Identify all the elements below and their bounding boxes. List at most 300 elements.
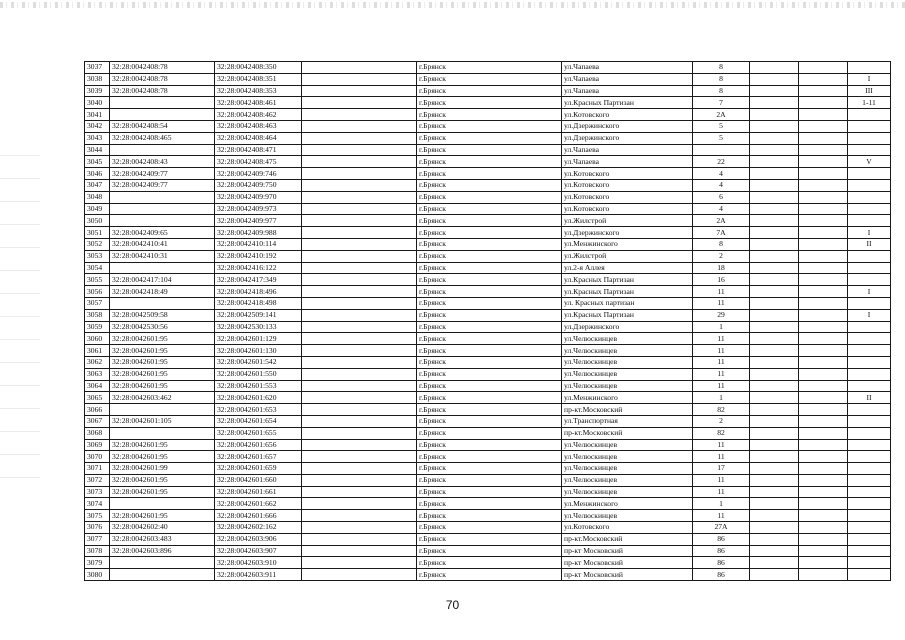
table-row [85,333,891,345]
city-cell: г.Брянск [417,286,562,298]
row-number-cell: 3066 [85,404,110,416]
empty-cell [750,368,799,380]
row-number-cell: 3045 [85,156,110,168]
street-cell: ул. Красных партизан [562,297,693,309]
house-number-cell: 1 [693,321,750,333]
register-body [85,62,891,581]
cadastral-number-cell: 32:28:0042408:350 [215,62,302,74]
city-cell: г.Брянск [417,415,562,427]
parent-cadastral-number-cell: 32:28:0042603:462 [110,392,215,404]
parent-cadastral-number-cell: 32:28:0042601:95 [110,333,215,345]
cadastral-number-cell: 32:28:0042408:463 [215,120,302,132]
city-cell: г.Брянск [417,168,562,180]
empty-cell [302,309,417,321]
street-cell: ул.Дзержинского [562,227,693,239]
premises-number-cell [848,380,891,392]
house-number-cell: 11 [693,368,750,380]
empty-cell [750,510,799,522]
city-cell: г.Брянск [417,333,562,345]
city-cell: г.Брянск [417,191,562,203]
empty-cell [750,404,799,416]
city-cell: г.Брянск [417,120,562,132]
cadastral-number-cell: 32:28:0042601:542 [215,356,302,368]
premises-number-cell: I [848,227,891,239]
empty-cell [750,321,799,333]
empty-cell [750,380,799,392]
table-row [85,569,891,581]
empty-cell [799,227,848,239]
table-row [85,250,891,262]
row-number-cell: 3069 [85,439,110,451]
cadastral-number-cell: 32:28:0042409:750 [215,179,302,191]
row-number-cell: 3061 [85,345,110,357]
city-cell: г.Брянск [417,179,562,191]
cadastral-number-cell: 32:28:0042601:659 [215,463,302,475]
street-cell: ул.Чапаева [562,144,693,156]
house-number-cell: 82 [693,427,750,439]
parent-cadastral-number-cell [110,191,215,203]
premises-number-cell [848,415,891,427]
empty-cell [799,191,848,203]
empty-cell [750,250,799,262]
empty-cell [799,120,848,132]
parent-cadastral-number-cell [110,557,215,569]
house-number-cell: 1 [693,498,750,510]
house-number-cell: 11 [693,486,750,498]
empty-cell [750,297,799,309]
street-cell: ул.Красных Партизан [562,286,693,298]
table-row [85,439,891,451]
city-cell: г.Брянск [417,404,562,416]
cadastral-number-cell: 32:28:0042602:162 [215,522,302,534]
premises-number-cell [848,250,891,262]
cadastral-number-cell: 32:28:0042418:496 [215,286,302,298]
row-number-cell: 3072 [85,474,110,486]
cadastral-number-cell: 32:28:0042601:656 [215,439,302,451]
table-row [85,463,891,475]
empty-cell [799,309,848,321]
empty-cell [799,510,848,522]
city-cell: г.Брянск [417,203,562,215]
house-number-cell: 16 [693,274,750,286]
parent-cadastral-number-cell: 32:28:0042409:77 [110,179,215,191]
empty-cell [750,557,799,569]
table-row [85,286,891,298]
empty-cell [750,203,799,215]
premises-number-cell [848,533,891,545]
parent-cadastral-number-cell [110,97,215,109]
empty-cell [302,569,417,581]
empty-cell [750,238,799,250]
empty-cell [750,73,799,85]
house-number-cell: 7А [693,227,750,239]
empty-cell [750,569,799,581]
row-number-cell: 3077 [85,533,110,545]
empty-cell [302,356,417,368]
table-row [85,451,891,463]
empty-cell [799,215,848,227]
street-cell: ул.Челюскинцев [562,451,693,463]
empty-cell [302,203,417,215]
cadastral-number-cell: 32:28:0042410:192 [215,250,302,262]
street-cell: ул.Челюскинцев [562,356,693,368]
empty-cell [799,333,848,345]
city-cell: г.Брянск [417,297,562,309]
city-cell: г.Брянск [417,262,562,274]
city-cell: г.Брянск [417,321,562,333]
cadastral-number-cell: 32:28:0042601:129 [215,333,302,345]
premises-number-cell: I [848,73,891,85]
premises-number-cell [848,557,891,569]
parent-cadastral-number-cell [110,144,215,156]
table-row [85,156,891,168]
street-cell: ул.Котовского [562,179,693,191]
house-number-cell: 29 [693,309,750,321]
empty-cell [799,179,848,191]
parent-cadastral-number-cell: 32:28:0042408:54 [110,120,215,132]
empty-cell [302,439,417,451]
cadastral-number-cell: 32:28:0042409:970 [215,191,302,203]
premises-number-cell [848,522,891,534]
empty-cell [750,427,799,439]
parent-cadastral-number-cell: 32:28:0042408:43 [110,156,215,168]
empty-cell [302,380,417,392]
city-cell: г.Брянск [417,215,562,227]
street-cell: ул.Челюскинцев [562,380,693,392]
empty-cell [302,451,417,463]
empty-cell [799,97,848,109]
premises-number-cell: I [848,309,891,321]
table-row [85,274,891,286]
row-number-cell: 3042 [85,120,110,132]
table-row [85,522,891,534]
street-cell: ул.Котовского [562,168,693,180]
table-row [85,227,891,239]
empty-cell [302,510,417,522]
premises-number-cell [848,274,891,286]
table-row [85,380,891,392]
empty-cell [799,356,848,368]
house-number-cell: 27А [693,522,750,534]
row-number-cell: 3043 [85,132,110,144]
row-number-cell: 3039 [85,85,110,97]
cadastral-number-cell: 32:28:0042601:130 [215,345,302,357]
premises-number-cell [848,321,891,333]
city-cell: г.Брянск [417,345,562,357]
house-number-cell: 6 [693,191,750,203]
cadastral-number-cell: 32:28:0042601:666 [215,510,302,522]
city-cell: г.Брянск [417,132,562,144]
city-cell: г.Брянск [417,156,562,168]
empty-cell [799,85,848,97]
table-row [85,297,891,309]
row-number-cell: 3057 [85,297,110,309]
empty-cell [750,120,799,132]
row-number-cell: 3060 [85,333,110,345]
parent-cadastral-number-cell [110,262,215,274]
city-cell: г.Брянск [417,533,562,545]
premises-number-cell: 1-11 [848,97,891,109]
street-cell: ул.Челюскинцев [562,474,693,486]
house-number-cell: 5 [693,120,750,132]
empty-cell [302,144,417,156]
house-number-cell: 2 [693,250,750,262]
street-cell: ул.Котовского [562,522,693,534]
cadastral-number-cell: 32:28:0042408:475 [215,156,302,168]
empty-cell [799,474,848,486]
property-register-table [84,61,891,581]
table-row [85,404,891,416]
empty-cell [302,286,417,298]
table-row [85,215,891,227]
house-number-cell: 86 [693,557,750,569]
cadastral-number-cell: 32:28:0042408:353 [215,85,302,97]
empty-cell [799,427,848,439]
table-row [85,179,891,191]
premises-number-cell: II [848,238,891,250]
empty-cell [302,132,417,144]
house-number-cell: 8 [693,238,750,250]
parent-cadastral-number-cell: 32:28:0042601:95 [110,345,215,357]
empty-cell [302,345,417,357]
cadastral-number-cell: 32:28:0042408:351 [215,73,302,85]
cadastral-number-cell: 32:28:0042601:655 [215,427,302,439]
empty-cell [302,62,417,74]
house-number-cell [693,144,750,156]
premises-number-cell [848,404,891,416]
cadastral-number-cell: 32:28:0042408:471 [215,144,302,156]
house-number-cell: 1 [693,392,750,404]
empty-cell [750,179,799,191]
table-row [85,238,891,250]
street-cell: ул.Красных Партизан [562,97,693,109]
row-number-cell: 3044 [85,144,110,156]
empty-cell [302,557,417,569]
empty-cell [799,156,848,168]
empty-cell [750,486,799,498]
empty-cell [302,250,417,262]
cadastral-number-cell: 32:28:0042603:911 [215,569,302,581]
premises-number-cell [848,144,891,156]
empty-cell [750,109,799,121]
street-cell: ул.Жилстрой [562,250,693,262]
table-row [85,85,891,97]
street-cell: ул.Транспортная [562,415,693,427]
street-cell: ул.Менжинского [562,392,693,404]
empty-cell [302,486,417,498]
street-cell: пр-кт.Московский [562,533,693,545]
table-row [85,545,891,557]
premises-number-cell [848,439,891,451]
cadastral-number-cell: 32:28:0042601:662 [215,498,302,510]
empty-cell [799,144,848,156]
street-cell: ул.Челюскинцев [562,345,693,357]
table-row [85,321,891,333]
empty-cell [750,474,799,486]
premises-number-cell [848,109,891,121]
empty-cell [302,109,417,121]
street-cell: ул.Чапаева [562,85,693,97]
cadastral-number-cell: 32:28:0042601:620 [215,392,302,404]
parent-cadastral-number-cell: 32:28:0042408:78 [110,85,215,97]
house-number-cell: 5 [693,132,750,144]
row-number-cell: 3078 [85,545,110,557]
house-number-cell: 86 [693,569,750,581]
parent-cadastral-number-cell: 32:28:0042603:896 [110,545,215,557]
city-cell: г.Брянск [417,474,562,486]
city-cell: г.Брянск [417,427,562,439]
empty-cell [750,533,799,545]
house-number-cell: 11 [693,297,750,309]
house-number-cell: 2 [693,415,750,427]
empty-cell [799,262,848,274]
premises-number-cell [848,62,891,74]
premises-number-cell: I [848,286,891,298]
table-row [85,368,891,380]
empty-cell [750,333,799,345]
empty-cell [302,274,417,286]
row-number-cell: 3059 [85,321,110,333]
row-number-cell: 3076 [85,522,110,534]
table-row [85,144,891,156]
row-number-cell: 3037 [85,62,110,74]
cadastral-number-cell: 32:28:0042409:988 [215,227,302,239]
cadastral-number-cell: 32:28:0042603:910 [215,557,302,569]
house-number-cell: 4 [693,168,750,180]
empty-cell [302,73,417,85]
empty-cell [750,215,799,227]
premises-number-cell: V [848,156,891,168]
parent-cadastral-number-cell: 32:28:0042408:78 [110,62,215,74]
empty-cell [302,545,417,557]
premises-number-cell [848,569,891,581]
street-cell: ул.Чапаева [562,73,693,85]
empty-cell [302,474,417,486]
empty-cell [302,427,417,439]
house-number-cell: 11 [693,286,750,298]
premises-number-cell [848,132,891,144]
empty-cell [302,238,417,250]
empty-cell [750,463,799,475]
empty-cell [750,97,799,109]
table-row [85,262,891,274]
empty-cell [799,533,848,545]
parent-cadastral-number-cell [110,569,215,581]
empty-cell [750,392,799,404]
city-cell: г.Брянск [417,522,562,534]
row-number-cell: 3065 [85,392,110,404]
cadastral-number-cell: 32:28:0042601:550 [215,368,302,380]
cadastral-number-cell: 32:28:0042530:133 [215,321,302,333]
cadastral-number-cell: 32:28:0042408:461 [215,97,302,109]
row-number-cell: 3041 [85,109,110,121]
city-cell: г.Брянск [417,557,562,569]
empty-cell [750,545,799,557]
parent-cadastral-number-cell: 32:28:0042601:95 [110,474,215,486]
parent-cadastral-number-cell: 32:28:0042530:56 [110,321,215,333]
house-number-cell: 11 [693,510,750,522]
cadastral-number-cell: 32:28:0042601:660 [215,474,302,486]
house-number-cell: 11 [693,333,750,345]
house-number-cell: 8 [693,73,750,85]
table-row [85,73,891,85]
table-row [85,474,891,486]
house-number-cell: 11 [693,380,750,392]
premises-number-cell [848,120,891,132]
empty-cell [799,321,848,333]
empty-cell [750,85,799,97]
street-cell: ул.Челюскинцев [562,439,693,451]
empty-cell [799,274,848,286]
parent-cadastral-number-cell [110,404,215,416]
empty-cell [750,451,799,463]
parent-cadastral-number-cell: 32:28:0042603:483 [110,533,215,545]
cadastral-number-cell: 32:28:0042601:661 [215,486,302,498]
empty-cell [302,333,417,345]
empty-cell [302,191,417,203]
cadastral-number-cell: 32:28:0042601:553 [215,380,302,392]
empty-cell [799,109,848,121]
row-number-cell: 3074 [85,498,110,510]
city-cell: г.Брянск [417,97,562,109]
empty-cell [302,522,417,534]
parent-cadastral-number-cell: 32:28:0042408:78 [110,73,215,85]
premises-number-cell [848,262,891,274]
premises-number-cell [848,356,891,368]
house-number-cell: 8 [693,85,750,97]
row-number-cell: 3052 [85,238,110,250]
street-cell: ул.Челюскинцев [562,333,693,345]
empty-cell [302,156,417,168]
empty-cell [799,62,848,74]
parent-cadastral-number-cell [110,109,215,121]
empty-cell [799,73,848,85]
empty-cell [750,439,799,451]
city-cell: г.Брянск [417,392,562,404]
cadastral-number-cell: 32:28:0042410:114 [215,238,302,250]
empty-cell [750,309,799,321]
row-number-cell: 3062 [85,356,110,368]
street-cell: ул.Чапаева [562,156,693,168]
parent-cadastral-number-cell: 32:28:0042409:77 [110,168,215,180]
premises-number-cell [848,191,891,203]
house-number-cell: 4 [693,203,750,215]
empty-cell [799,463,848,475]
empty-cell [302,533,417,545]
parent-cadastral-number-cell: 32:28:0042418:49 [110,286,215,298]
house-number-cell: 17 [693,463,750,475]
row-number-cell: 3073 [85,486,110,498]
empty-cell [750,286,799,298]
premises-number-cell [848,463,891,475]
empty-cell [799,132,848,144]
empty-cell [750,274,799,286]
city-cell: г.Брянск [417,486,562,498]
empty-cell [799,439,848,451]
parent-cadastral-number-cell: 32:28:0042601:95 [110,380,215,392]
parent-cadastral-number-cell: 32:28:0042601:95 [110,486,215,498]
empty-cell [750,356,799,368]
empty-cell [750,345,799,357]
empty-cell [302,498,417,510]
empty-cell [302,97,417,109]
city-cell: г.Брянск [417,569,562,581]
street-cell: ул.Чапаева [562,62,693,74]
empty-cell [302,85,417,97]
empty-cell [750,191,799,203]
empty-cell [799,498,848,510]
table-row [85,132,891,144]
